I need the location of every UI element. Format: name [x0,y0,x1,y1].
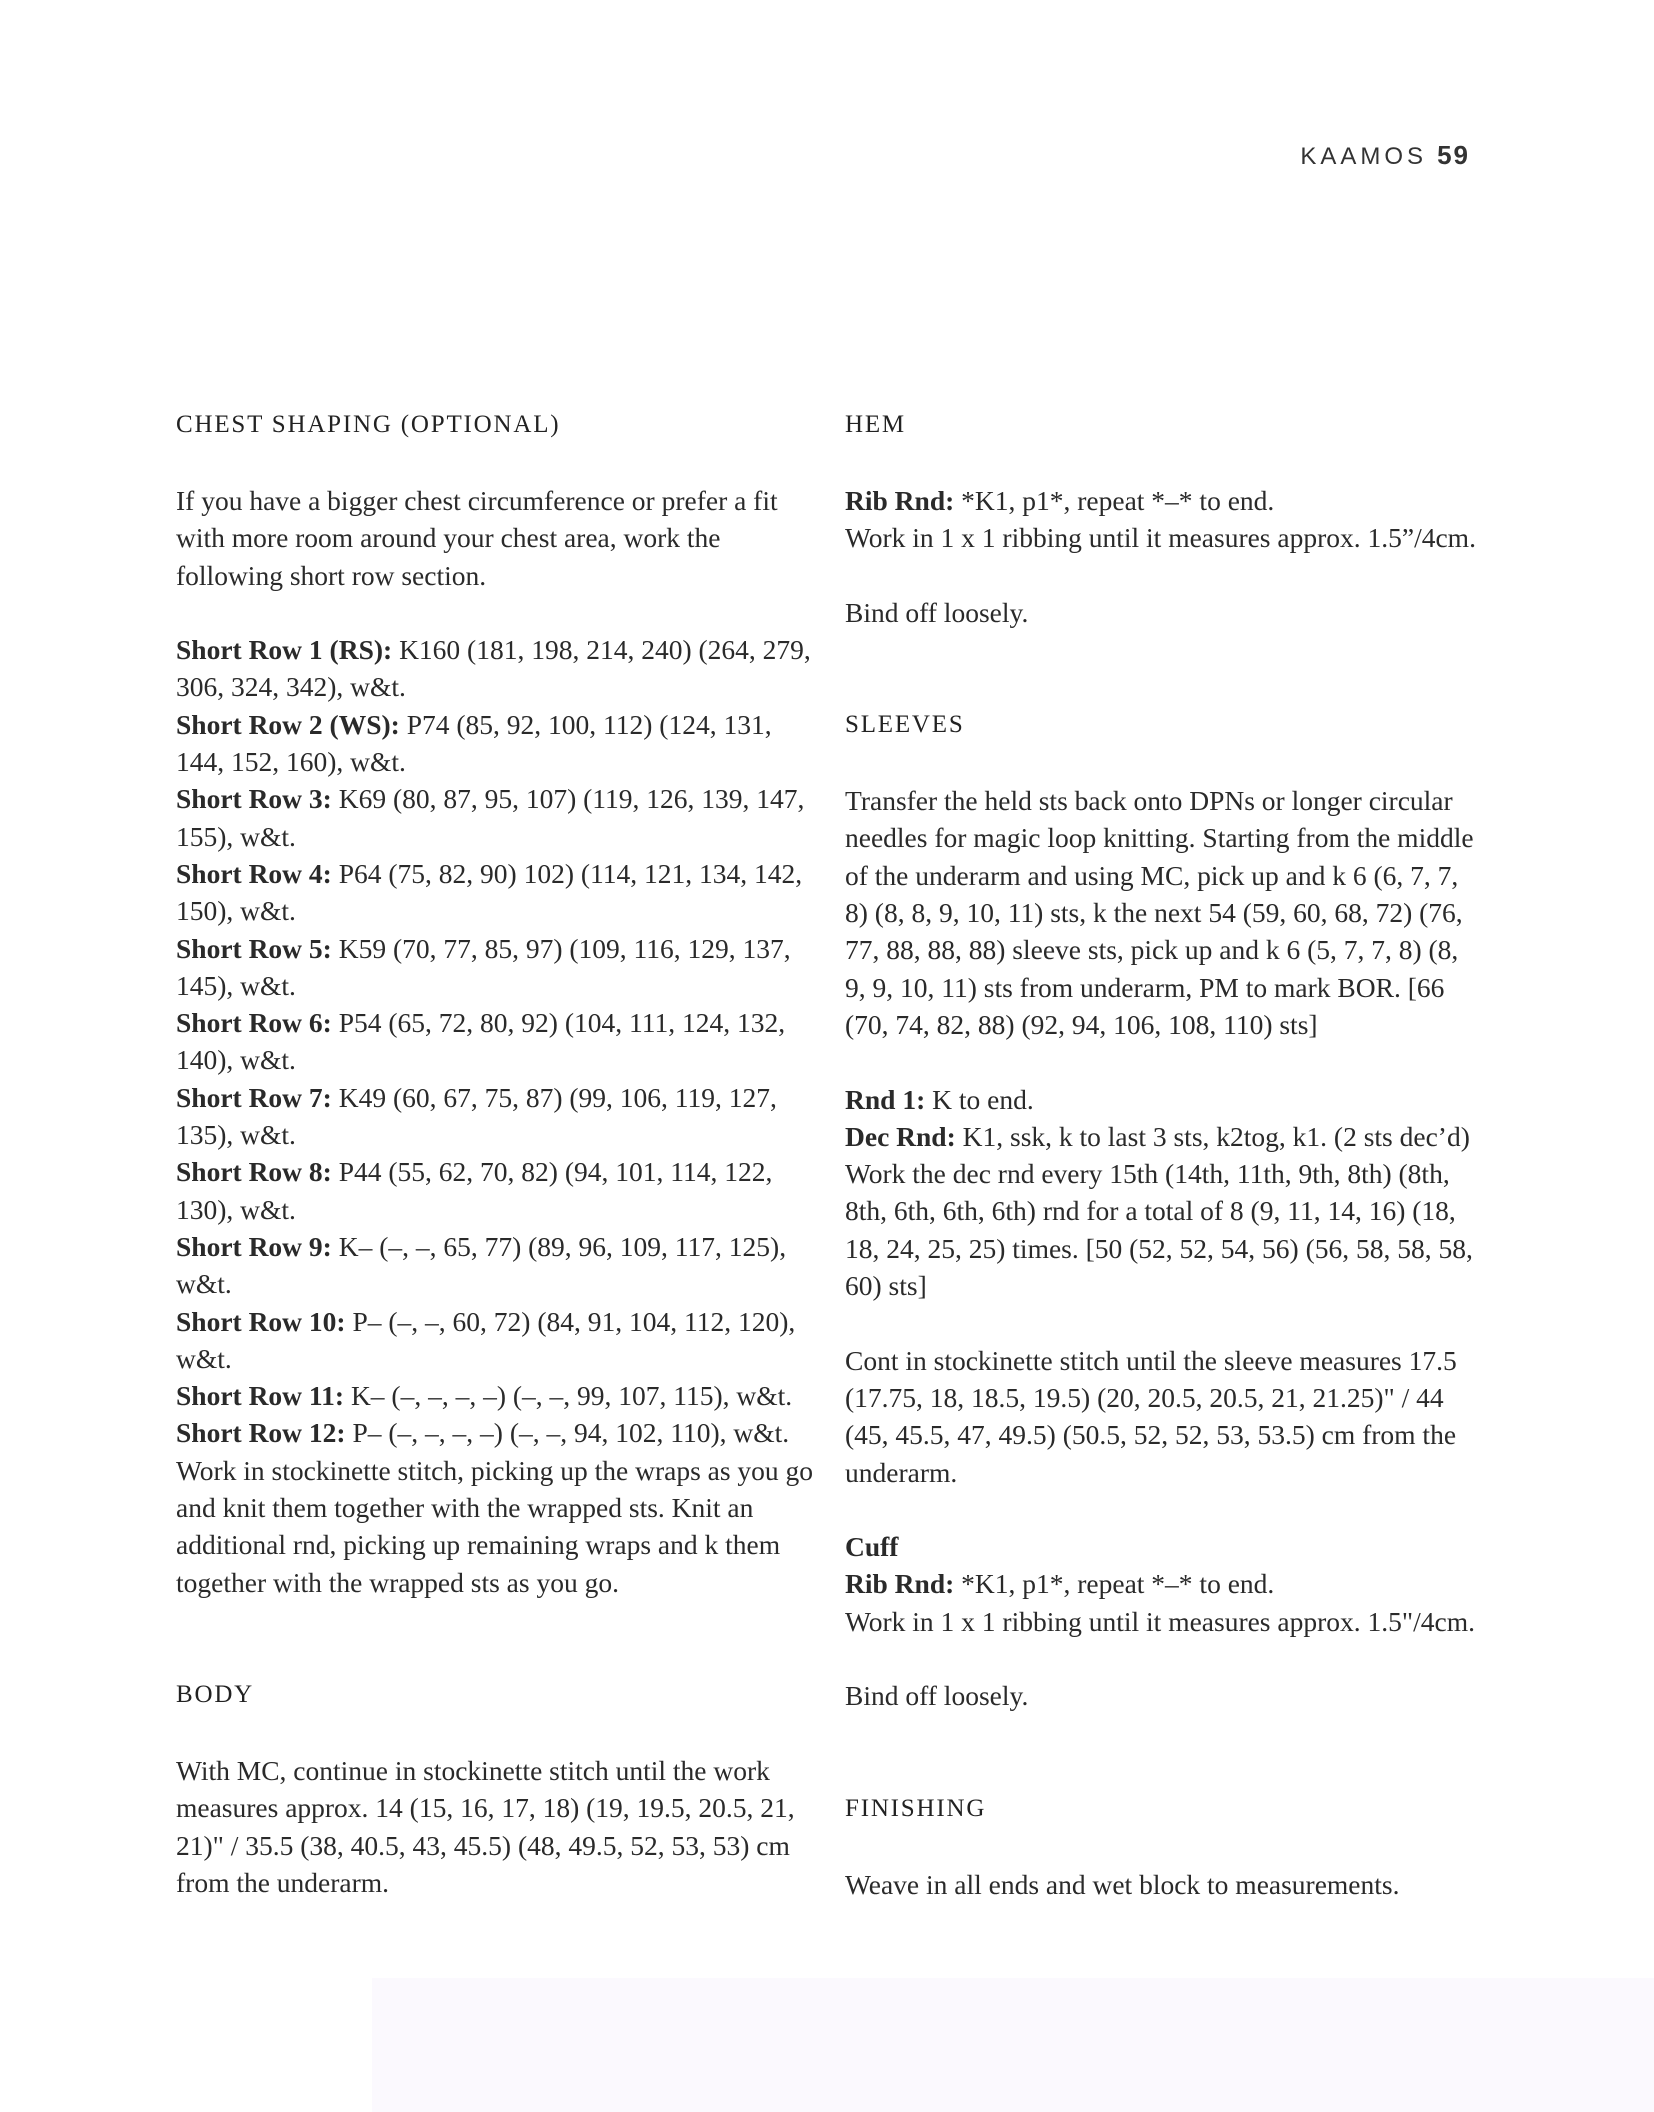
finishing-heading: FINISHING [845,1794,987,1822]
short-row-label: Short Row 12: [176,1417,346,1449]
hem-bind-off: Bind off loosely. [845,596,1029,628]
left-column [176,405,816,1938]
bottom-tint-panel [372,1978,1654,2112]
short-row-label: Short Row 11: [176,1380,345,1412]
short-row-item [176,1228,816,1303]
short-row-label: Short Row 9: [176,1230,332,1262]
short-row-label: Short Row 3: [176,783,332,815]
short-row-text: P44 (55, 62, 70, 82) (94, 101, 114, 122, 130), w&t. [176,1156,773,1225]
right-column [845,405,1485,1940]
short-row-text: K49 (60, 67, 75, 87) (99, 106, 119, 127, 135), w&t. [176,1081,777,1151]
short-row-text: P74 (85, 92, 100, 112) (124, 131, 144, 152, 160), w&t. [176,708,772,778]
running-header [1300,140,1470,171]
hem-rib-text: *K1, p1*, repeat *–* to end. [954,485,1275,516]
short-row-item [176,1153,816,1228]
book-title: KAAMOS [1300,143,1428,170]
short-row-item [176,780,816,855]
short-row-label: Short Row 10: [176,1305,346,1337]
rnd1-text: K to end. [925,1083,1034,1115]
short-row-text: P– (–, –, 60, 72) (84, 91, 104, 112, 120), w&t. [176,1305,796,1374]
chest-shaping-heading: CHEST SHAPING (OPTIONAL) [176,411,561,438]
short-rows-list [176,631,816,1452]
hem-heading: HEM [845,411,906,438]
short-row-item [176,930,816,1005]
page-number: 59 [1437,140,1470,170]
short-row-text: K– (–, –, –, –) (–, –, 99, 107, 115), w&t. [344,1380,793,1412]
short-row-item [176,706,816,781]
cuff-rib-text: *K1, p1*, repeat *–* to end. [954,1568,1275,1600]
short-row-text: P54 (65, 72, 80, 92) (104, 111, 124, 132, 140), w&t. [176,1007,786,1076]
sleeves-heading: SLEEVES [845,711,965,739]
short-row-text: P– (–, –, –, –) (–, –, 94, 102, 110), w&t. [345,1417,790,1449]
short-row-item [176,631,816,706]
rnd1-label: Rnd 1: [845,1083,926,1115]
chest-intro: If you have a bigger chest circumference or prefer a fit with more room around your chest area, work the following short row section. [176,485,778,591]
cuff-instructions [845,1528,1485,1640]
short-row-label: Short Row 8: [176,1156,332,1188]
body-heading: BODY [176,1680,255,1708]
dec-work-text: Work the dec rnd every 15th (14th, 11th, 9th, 8th) (8th, 8th, 6th, 6th, 6th) rnd for a total of 8 (9, 11, 14, 16) (18, 18, 24, 25, 25) times. [50 (52, 52, 54, 56) (56, 58, 58, 58, 60) sts] [845,1158,1473,1302]
sleeves-text: Transfer the held sts back onto DPNs or longer circular needles for magic loop knitting. Starting from the middle of the underarm and using MC, pick up and k 6 (6, 7, 7, 8) (8, 8, 9, 10, 11) sts, k the next 54 (59, 60, 68, 72) (76, 77, 88, 88, 88) sleeve sts, pick up and k 6 (5, 7, 7, 8) (8, 9, 9, 10, 11) sts from underarm, PM to mark BOR. [66 (70, 74, 82, 88) (92, 94, 106, 108, 110) sts] [845,785,1474,1040]
short-row-text: P64 (75, 82, 90) 102) (114, 121, 134, 142, 150), w&t. [176,857,803,927]
cuff-bind-off: Bind off loosely. [845,1680,1029,1712]
dec-text: K1, ssk, k to last 3 sts, k2tog, k1. (2 sts dec’d) [955,1120,1470,1152]
short-row-text: K69 (80, 87, 95, 107) (119, 126, 139, 147, 155), w&t. [176,783,805,852]
short-row-text: K59 (70, 77, 85, 97) (109, 116, 129, 137, 145), w&t. [176,932,791,1001]
hem-work-text: Work in 1 x 1 ribbing until it measures approx. 1.5”/4cm. [845,522,1476,554]
short-row-item [176,855,816,930]
short-row-label: Short Row 7: [176,1081,332,1113]
chest-outro: Work in stockinette stitch, picking up the wraps as you go and knit them together with the wrapped sts. Knit an additional rnd, picking up remaining wraps and k them together with the wrapped sts as you go. [176,1454,814,1598]
short-row-label: Short Row 2 (WS): [176,708,400,740]
short-row-item [176,1004,816,1079]
hem-rib-label: Rib Rnd: [845,485,955,516]
dec-label: Dec Rnd: [845,1120,956,1152]
short-row-label: Short Row 1 (RS): [176,634,393,666]
sleeve-cont-text: Cont in stockinette stitch until the sleeve measures 17.5 (17.75, 18, 18.5, 19.5) (20, 20.5, 20.5, 21, 21.25)" / 44 (45, 45.5, 47, 49.5) (50.5, 52, 52, 53, 53.5) cm from the underarm. [845,1344,1457,1488]
short-row-label: Short Row 5: [176,932,332,964]
short-row-item [176,1414,816,1451]
cuff-label: Cuff [845,1531,899,1563]
short-row-text: K– (–, –, 65, 77) (89, 96, 109, 117, 125), w&t. [176,1230,787,1300]
short-row-item [176,1303,816,1378]
finishing-text: Weave in all ends and wet block to measurements. [845,1868,1400,1900]
body-text: With MC, continue in stockinette stitch until the work measures approx. 14 (15, 16, 17, 18) (19, 19.5, 20.5, 21, 21)" / 35.5 (38, 40.5, 43, 45.5) (48, 49.5, 52, 53, 53) cm from the underarm. [176,1754,795,1898]
short-row-text: K160 (181, 198, 214, 240) (264, 279, 306, 324, 342), w&t. [176,634,811,703]
short-row-label: Short Row 6: [176,1007,332,1039]
cuff-work-text: Work in 1 x 1 ribbing until it measures approx. 1.5"/4cm. [845,1605,1475,1637]
short-row-item [176,1079,816,1154]
short-row-label: Short Row 4: [176,857,332,889]
hem-instructions [845,482,1485,557]
short-row-item [176,1377,816,1414]
sleeve-decreases [845,1081,1485,1305]
cuff-rib-label: Rib Rnd: [845,1568,955,1600]
